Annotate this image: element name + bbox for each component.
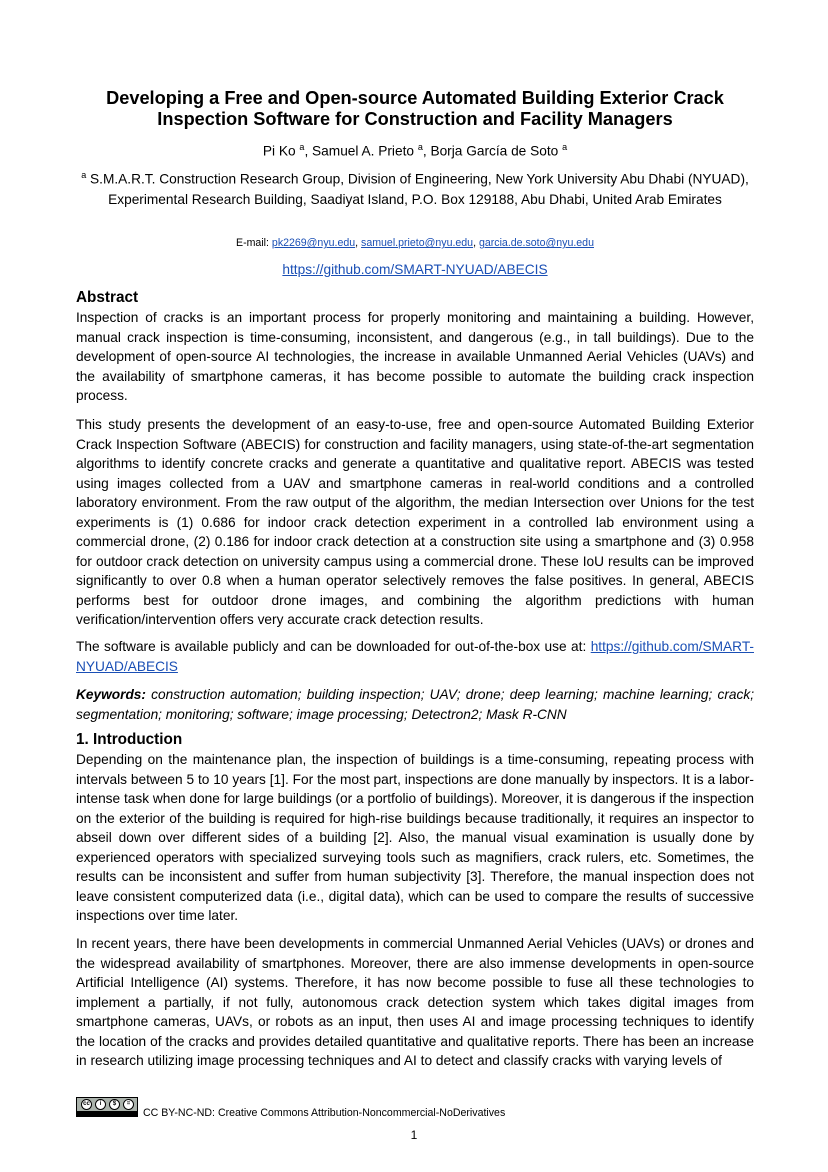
affiliation-text: S.M.A.R.T. Construction Research Group, Division of Engineering, New York University Abu Dhabi (NYUAD), Experimental Research Building, Saadiyat Island, P.O. Box 129188, Abu Dhabi, United Arab Emirates (90, 171, 749, 207)
email-link[interactable]: samuel.prieto@nyu.edu (361, 237, 474, 249)
paper-title: Developing a Free and Open-source Automated Building Exterior Crack Inspection Software for Construction and Facility Managers (106, 88, 724, 129)
email-link[interactable]: garcia.de.soto@nyu.edu (478, 237, 594, 249)
availability-paragraph (76, 637, 754, 676)
cc-circle-icon: cc (81, 1099, 92, 1110)
affiliation (76, 165, 754, 210)
affil-mark: a (81, 170, 87, 180)
keywords (76, 685, 754, 724)
availability-text: The software is available publicly and can be downloaded for out-of-the-box use at: (76, 639, 591, 654)
email-link[interactable]: pk2269@nyu.edu (271, 237, 356, 249)
author-list: Pi Ko $^a$, Samuel A. Prieto $^a$, Borja García de Soto $^a$ (262, 142, 568, 159)
author-affil-mark: a (299, 142, 305, 152)
author-name: Borja García de Soto (430, 143, 559, 159)
repo-link[interactable]: https://github.com/SMART-NYUAD/ABECIS (282, 262, 548, 277)
footer (76, 1097, 754, 1119)
author-affil-mark: a (417, 142, 423, 152)
page-number: 1 (410, 1128, 418, 1142)
abstract-heading: Abstract (76, 289, 139, 306)
author-name: Samuel A. Prieto (312, 143, 414, 159)
license-text: CC BY-NC-ND: Creative Commons Attribution-Noncommercial-NoDerivatives (143, 1107, 506, 1119)
keywords-text: construction automation; building inspection; UAV; drone; deep learning; machine learning; crack; segmentation; monitoring; software; image processing; Detectron2; Mask R-CNN (76, 687, 754, 722)
availability-link[interactable]: https://github.com/SMART-NYUAD/ABECIS (76, 639, 754, 674)
intro-paragraph: Depending on the maintenance plan, the inspection of buildings is a time-consuming, repeating process with intervals between 5 to 10 years [1]. For the most part, inspections are done manually by inspectors. It is a labor-intense task when done for large buildings (or a portfolio of buildings). Moreover, it is dangerous if the inspection on the exterior of the building is required for high-rise buildings because traditionally, it requires an inspector to abseil down over different sides of a building [2]. Also, the manual visual examination is usually done by experienced operators with specialized surveying tools such as magnifiers, crack rulers, etc. Sometimes, the results can be inconsistent and suffer from human subjectivity [3]. Therefore, the manual inspection does not leave consistent computerized data (i.e., digital data), which can be used to compare the results of successive inspections over time later. (76, 752, 754, 923)
author-name: Pi Ko (262, 143, 296, 159)
email-line: E-mail: pk2269@nyu.edu, samuel.prieto@nyu.edu, garcia.de.soto@nyu.edu (236, 237, 594, 249)
nd-icon: = (123, 1099, 134, 1110)
person-icon: i (95, 1099, 106, 1110)
repo-line (76, 261, 754, 279)
cc-license-icon (76, 1097, 138, 1117)
keywords-label: Keywords: (76, 687, 146, 702)
author-affil-mark: a (562, 142, 568, 152)
abstract-paragraph: Inspection of cracks is an important process for properly monitoring and maintaining a building. However, manual crack inspection is time-consuming, inconsistent, and dangerous (e.g., in tall buildings). Due to the development of open-source AI technologies, the increase in available Unmanned Aerial Vehicles (UAVs) and the availability of smartphone cameras, it has become possible to automate the building crack inspection process. (76, 310, 754, 403)
intro-heading: 1. Introduction (76, 731, 183, 748)
intro-paragraph: In recent years, there have been developments in commercial Unmanned Aerial Vehicles (UAVs) or drones and the widespread availability of smartphones. Moreover, there are also immense developments in open-source Artificial Intelligence (AI) systems. Therefore, it has now become possible to fuse all these technologies to implement a partially, if not fully, autonomous crack detection system which takes digital images from smartphone cameras, UAVs, or robots as an input, then uses AI and image processing techniques to identify the location of the cracks and provides detailed quantitative and qualitative reports. There has been an increase in research utilizing image processing techniques and AI to detect and classify cracks with varying levels of (76, 936, 754, 1068)
email-label: E-mail: (236, 237, 272, 249)
nc-icon: $ (109, 1099, 120, 1110)
abstract-paragraph: This study presents the development of an easy-to-use, free and open-source Automated Building Exterior Crack Inspection Software (ABECIS) for construction and facility managers, using state-of-the-art segmentation algorithms to identify concrete cracks and generate a quantitative and qualitative report. ABECIS was tested using images collected from a UAV and smartphone cameras in real-world conditions and a controlled laboratory environment. From the raw output of the algorithm, the median Intersection over Unions for the test experiments is (1) 0.686 for indoor crack detection experiment in a controlled lab environment using a commercial drone, (2) 0.186 for indoor crack detection at a construction site using a smartphone and (3) 0.958 for outdoor crack detection on university campus using a commercial drone. These IoU results can be improved significantly to over 0.8 when a human operator selectively removes the false positives. In general, ABECIS performs best for outdoor drone images, and combining the algorithm predictions with human verification/intervention offers very accurate crack detection results. (76, 417, 754, 627)
